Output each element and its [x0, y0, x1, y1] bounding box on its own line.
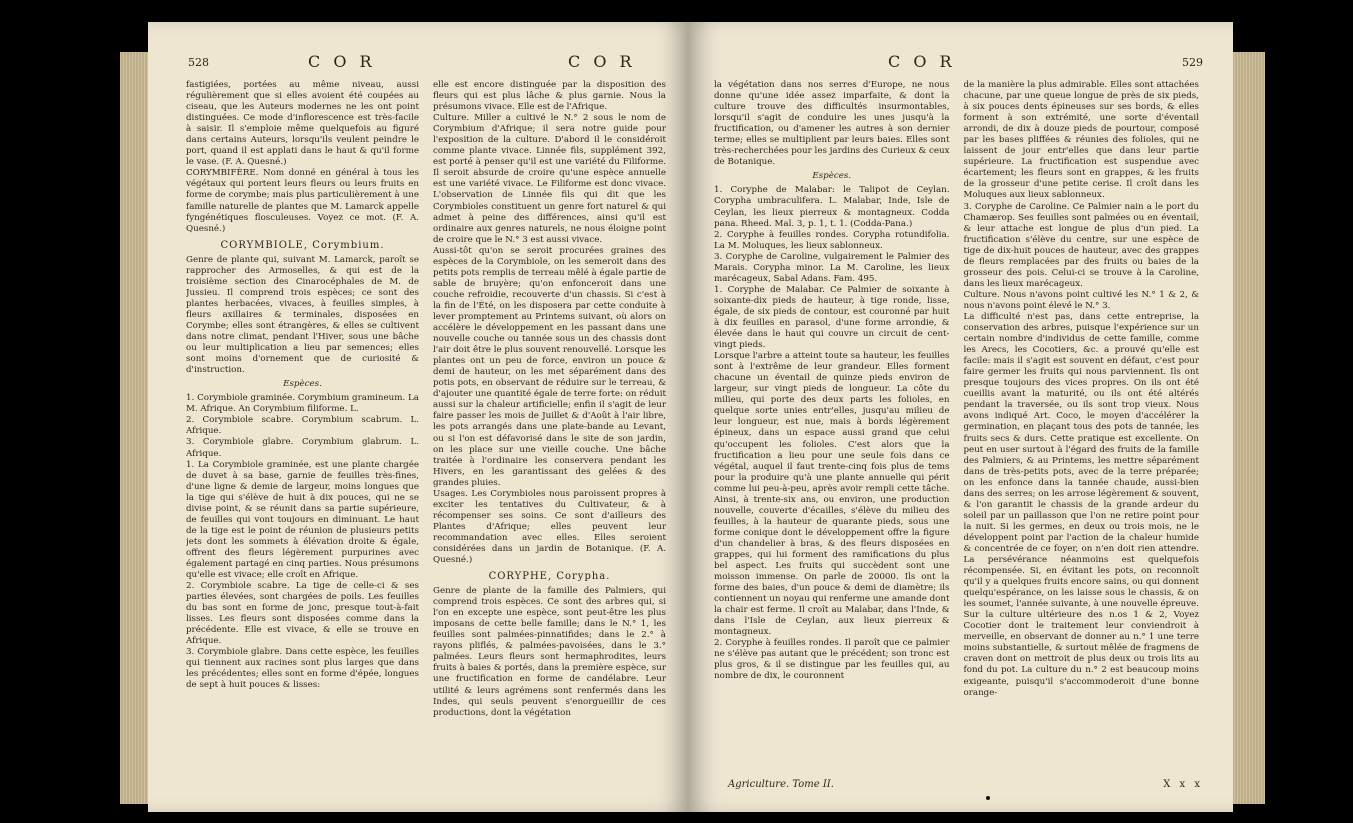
- paragraph: de la manière la plus admirable. Elles sont attachées chacune, par une queue longue de près de six pieds, à six pouces dents épineuses sur ses bords, & elles forment à son extrémité, une sorte d'éventail arrondi, de dix à douze pieds de pourtour, composé par les bases pliffées & réunies des folioles, qui ne laissent de jour entr'elles que dans leur partie supérieure. La fructification est suspendue avec écartement; les fleurs sont en grappes, & les fruits de la grosseur d'une petite cerise. Il croît dans les Moluques aux lieux sablonneux.: [963, 80, 1199, 201]
- ink-spot: [986, 796, 990, 800]
- paragraph: La difficulté n'est pas, dans cette entreprise, la conservation des arbres, puisque l'expérience sur un certain nombre d'individus de cette famille, comme les Arecs, les Cocotiers, &c. a prouvé qu'elle est facile: mais il s'agit est souvent en défaut, c'est pour faire germer les fruits qui nous parviennent. Ils ont presque toujours des vices propres. On ils ont été cueillis avant la maturité, ou ils ont été altérés pendant la traversée, ou ils sont trop vieux. Nous avons indiqué Art. Coco, le moyen d'accélérer la germination, en plaçant tous des pots de tannée, les fruits secs & durs. Cette pratique est excellente. On peut en user surtout à l'égard des fruits de la famille des Palmiers, & au Printems, les mettre séparément dans de très-petits pots, avec de la terre préparée; on les enfonce dans la tannée chaude, aussi-bien dans des serres; on les arrose légèrement & souvent, & l'on garantit le chassis de la grande ardeur du soleil par un paillasson que l'on ne retire point pour la nuit. Si les germes, en deux ou trois mois, ne le développent point par l'action de la chaleur humide & concentrée de ce foyer, on n'en doit rien attendre. La persévérance néanmoins est quelquefois récompensée. Si, en évitant les pots, on reconnoît qu'il y a quelques fruits encore sains, ou qui donnent quelqu'espérance, on les laisse sous le chassis, & on les soumet, l'année suivante, à une nouvelle épreuve.: [963, 311, 1199, 610]
- running-head-word: C O R: [568, 52, 636, 71]
- left-columns: [186, 80, 666, 782]
- paragraph: Usages. Les Corymbioles nous paroissent propres à exciter les tentatives du Cultivateur, & à récompenser ses soins. Ce sont d'ailleurs des Plantes d'Afrique; elles peuvent leur recommandation avec elles. Elles seroient considérées dans un jardin de Botanique. (F. A. Quesné.): [433, 488, 666, 566]
- column-4: [964, 80, 1200, 782]
- left-page: [148, 22, 688, 812]
- left-page-edges: [120, 52, 150, 804]
- paragraph: fastigiées, portées au même niveau, aussi régulièrement que si elles avoient été coupées au ciseau, que les Auteurs modernes ne les ont point distinguées. Ce mode d'inflorescence est très-facile à saisir. Il s'emploie même quelquefois au figuré dans certains Auteurs, lorsqu'ils veulent peindre le port, quand il est applati dans le haut & qu'il forme le vase. (F. A. Quesné.): [186, 80, 419, 168]
- paragraph: Sur la culture ultérieure des n.os 1 & 2, Voyez Cocotier dont le traitement leur conviendroit à merveille, en observant de donner au n.° 1 une terre moins substantielle, & surtout mêlée de fragmens de craven dont on mettroit de plus deux ou trois lits au fond du pot. La culture du n.° 2 est beaucoup moins exigeante, puisqu'il s'accommoderoit d'une bonne orange-: [963, 610, 1199, 698]
- entry-heading: CORYPHE, Corypha.: [488, 571, 611, 583]
- page-number-right: 529: [1182, 56, 1203, 69]
- species-entry: 1. Corymbiole graminée. Corymbium gramineum. La M. Afrique. An Corymbium filiforme. L.: [186, 393, 419, 415]
- running-head-word: C O R: [308, 52, 376, 71]
- paragraph: Aussi-tôt qu'on se seroit procurées graines des espèces de la Corymbiole, on les semeroit dans des petits pots remplis de terreau mêlé à égale partie de sable de bruyère; qu'on enfonceroit dans une couche refroidie, recouverte d'un chassis. Si c'est à la fin de l'Été, on les disposera par cette conduite à lever promptement au Printems suivant, où alors on accélère le développement en les passant dans une nouvelle couche ou tannée sous un des chassis dont l'air doit être le plus souvent renouvellé. Lorsque les plantes ont un peu de force, environ un pouce & demi de hauteur, on les met séparément dans des potis pots, en observant de réduire sur le terreau, & d'ajouter une quantité égale de terre forte: on réduit aussi sur la chaleur artificielle; enfin il s'agit de leur faire passer les mois de Juillet & d'Août à l'air libre, les pots arrangés dans une plate-bande au Levant, ou si l'on est défavorisé dans le site de son jardin, on les place sur une vieille couche. Une bâche traitée à l'ordinaire les conservera pendant les Hivers, en les garantissant des gelées & des grandes pluies.: [433, 245, 666, 488]
- paragraph: Culture. Nous n'avons point cultivé les N.° 1 & 2, & nous n'avons point élevé le N.° 3.: [963, 289, 1199, 311]
- paragraph: Lorsque l'arbre a atteint toute sa hauteur, les feuilles sont à l'extrême de leur grandeur. Elles forment chacune un éventail de quinze pieds environ de largeur, sur vingt pieds de longueur. La côte du milieu, qui porte des deux parts les folioles, en quelque sorte unies entr'elles, jusqu'au milieu de leur longueur, est nue, mais à bords légèrement épineux, dans un espace aussi grand que celui qu'occupent les folioles. C'est alors que la fructification a lieu pour une seule fois dans ce végétal, auquel il faut trente-cinq fois plus de tems pour la produire qu'à une plante annuelle qui périt comme lui peu-à-peu, après avoir rempli cette tâche. Ainsi, à trente-six ans, ou environ, une production nouvelle, couverte d'écailles, s'élève du milieu des feuilles, à la hauteur de quarante pieds, sous une forme conique dont le développement offre la figure d'un chandelier à bras, & des fleurs disposées en grappes, qui lui forment des ramifications du plus bel aspect. Les fruits qui succèdent sont une moisson immense. On parle de 20000. Ils ont la forme des baies, d'un pouce & demi de diamètre; ils contiennent un noyau qui renferme une amande dont la chair est ferme. Il croît au Malabar, dans l'Inde, & dans l'Isle de Ceylan, aux lieux pierreux & montagneux.: [714, 351, 950, 638]
- paragraph: la végétation dans nos serres d'Europe, ne nous donne qu'une idée assez imparfaite, & dont la culture trouve des difficultés insurmontables, lorsqu'il s'agit de conduire les unes jusqu'à la fructification, ou d'amener les autres à son dernier terme; elles se multiplient par leurs baies. Elles sont très-recherchées pour les jardins des Curieux & ceux de Botanique.: [714, 80, 950, 168]
- species-entry: 3. Coryphe de Caroline, vulgairement le Palmier des Marais. Corypha minor. La M. Caroline, les lieux marécageux, Sabal Adans. Fam. 495.: [714, 251, 950, 284]
- species-entry: 1. Coryphe de Malabar: le Talipot de Ceylan. Corypha umbraculifera. L. Malabar, Inde, Isle de Ceylan, les lieux pierreux & montagneux. Codda pana. Rheed. Mal. 3, p. 1, t. 1. (Codda-Pana.): [714, 185, 950, 229]
- paragraph: 1. La Corymbiole graminée, est une plante chargée de duvet à sa base, garnie de feuilles très-fines, d'une ligne & demie de largeur, moins longues que la tige qui s'élève de huit à dix pouces, qui ne se divise point, & se réunit dans sa partie supérieure, de feuilles qui vont toujours en diminuant. Le haut de la tige est le point de réunion de plusieurs petits jets dont les sommets à élévation droite & égale, offrent des fleurs légèrement purpurines avec également partagé en cinq parties. Nous présumons qu'elle est vivace; elle croît en Afrique.: [186, 459, 419, 581]
- paragraph: Genre de plante qui, suivant M. Lamarck, paroît se rapprocher des Armoselles, & qui est de la troisième section des Cinarocéphales de M. de Jussieu. Il comprend trois espèces; ce sont des plantes herbacées, vivaces, à feuilles simples, à fleurs axillaires & terminales, disposées en Corymbe; elles sont étrangères, & elles se cultivent dans notre climat, pendant l'Hiver, sous une bâche ou leur multiplication a lieu par semences; elles sont moins d'ornement que de curiosité & d'instruction.: [186, 254, 419, 376]
- right-page-edges: [1231, 52, 1265, 804]
- page-number-left: 528: [188, 56, 209, 69]
- open-book: [120, 22, 1265, 812]
- paragraph: 2. Coryphe à feuilles rondes. Il paroît que ce palmier ne s'élève pas autant que le précédent; son tronc est plus gros, & il se distingue par les feuilles qui, au nombre de dix, le couronnent: [714, 638, 950, 682]
- left-running-head: [188, 52, 658, 74]
- species-entry: 3. Corymbiole glabre. Corymbium glabrum. L. Afrique.: [186, 437, 419, 459]
- paragraph: CORYMBIFÈRE. Nom donné en général à tous les végétaux qui portent leurs fleurs ou leurs fruits en forme de corymbe; mais plus particulièrement à une famille naturelle de plantes que M. Lamarck appelle fyngénétiques flosculeuses. Voyez ce mot. (F. A. Quesné.): [186, 168, 419, 234]
- right-columns: [714, 80, 1199, 782]
- species-entry: 2. Corymbiole scabre. Corymbium scabrum. L. Afrique.: [186, 415, 419, 437]
- paragraph: 2. Corymbiole scabre. La tige de celle-ci & ses parties élevées, sont chargées de poils. Les feuilles du bas sont en forme de jonc, presque tout-à-fait lisses. Les fleurs sont disposées comme dans la précédente. Elle est vivace, & elle se trouve en Afrique.: [186, 581, 419, 647]
- running-head-word: C O R: [888, 52, 956, 71]
- column-3: [714, 80, 950, 782]
- paragraph: 3. Corymbiole glabre. Dans cette espèce, les feuilles qui tiennent aux racines sont plus larges que dans les précédentes; elles sont en forme d'épée, longues de sept à huit pouces & lisses:: [186, 647, 419, 691]
- section-heading: Espèces.: [812, 171, 852, 182]
- paragraph: Culture. Miller a cultivé le N.° 2 sous le nom de Corymbium d'Afrique; il sera notre guide pour l'exposition de la culture. D'abord il le considéroit comme plante vivace. Linnée fils, supplément 392, est porté à penser qu'il est une variété du Filiforme. Il seroit absurde de croire qu'une espèce annuelle est une variété vivace. Le Filiforme est donc vivace. L'observation de Linnée fils qui dit que les Corymbioles constituent un genre fort naturel & qui admet à peine des différences, ainsi qu'il est ordinaire aux genres naturels, ne nous éloigne point de croire que le N.° 3 est aussi vivace.: [433, 113, 666, 245]
- column-2: [433, 80, 666, 782]
- signature-mark: X x x: [1163, 779, 1203, 790]
- species-entry: 2. Coryphe à feuilles rondes. Corypha rotundifolia. La M. Moluques, les lieux sablonneux.: [714, 229, 950, 251]
- paragraph: 3. Coryphe de Caroline. Ce Palmier nain a le port du Chamærop. Ses feuilles sont palmées ou en éventail, & leur attache est longue de plus d'un pied. La fructification s'élève du centre, sur une espèce de tige de dix-huit pouces de hauteur, avec des grappes de fleurs remplacées par des fruits ou baies de la grosseur des pois. Celui-ci se trouve à la Caroline, dans les lieux marécageux.: [963, 201, 1199, 289]
- paragraph: 1. Coryphe de Malabar. Ce Palmier de soixante à soixante-dix pieds de hauteur, à tige ronde, lisse, égale, de six pieds de contour, est couronné par huit à dix feuilles en parasol, d'une forme arrondie, & élevée dans le haut qui couvre un circuit de cent-vingt pieds.: [714, 284, 950, 351]
- entry-heading: CORYMBIOLE, Corymbium.: [220, 239, 385, 251]
- section-heading: Espèces.: [283, 379, 322, 390]
- paragraph: elle est encore distinguée par la disposition des fleurs qui est plus lâche & plus garnie. Nous la présumons vivace. Elle est de l'Afrique.: [433, 80, 666, 113]
- paragraph: Genre de plante de la famille des Palmiers, qui comprend trois espèces. Ce sont des arbres qui, si l'on en excepte une espèce, sont peut-être les plus imposans de cette belle famille; dans le N.° 1, les feuilles sont palmées-pinnatifides; dans le 2.° à rayons pliflés, & palmées-pavoisées, dans le 3.° palmées. Leurs fleurs sont hermaphrodites, leurs fruits à baies & portés, dans la première espèce, sur une fructification en forme de candélabre. Leur utilité & leurs agrémens sont renfermés dans les Indes, qui seuls peuvent s'enorgueillir de ces productions, dont la végétation: [433, 586, 666, 718]
- column-1: [186, 80, 419, 782]
- page-footer: Agriculture. Tome II.: [728, 779, 834, 790]
- right-page: [688, 22, 1233, 812]
- right-running-head: [728, 52, 1203, 74]
